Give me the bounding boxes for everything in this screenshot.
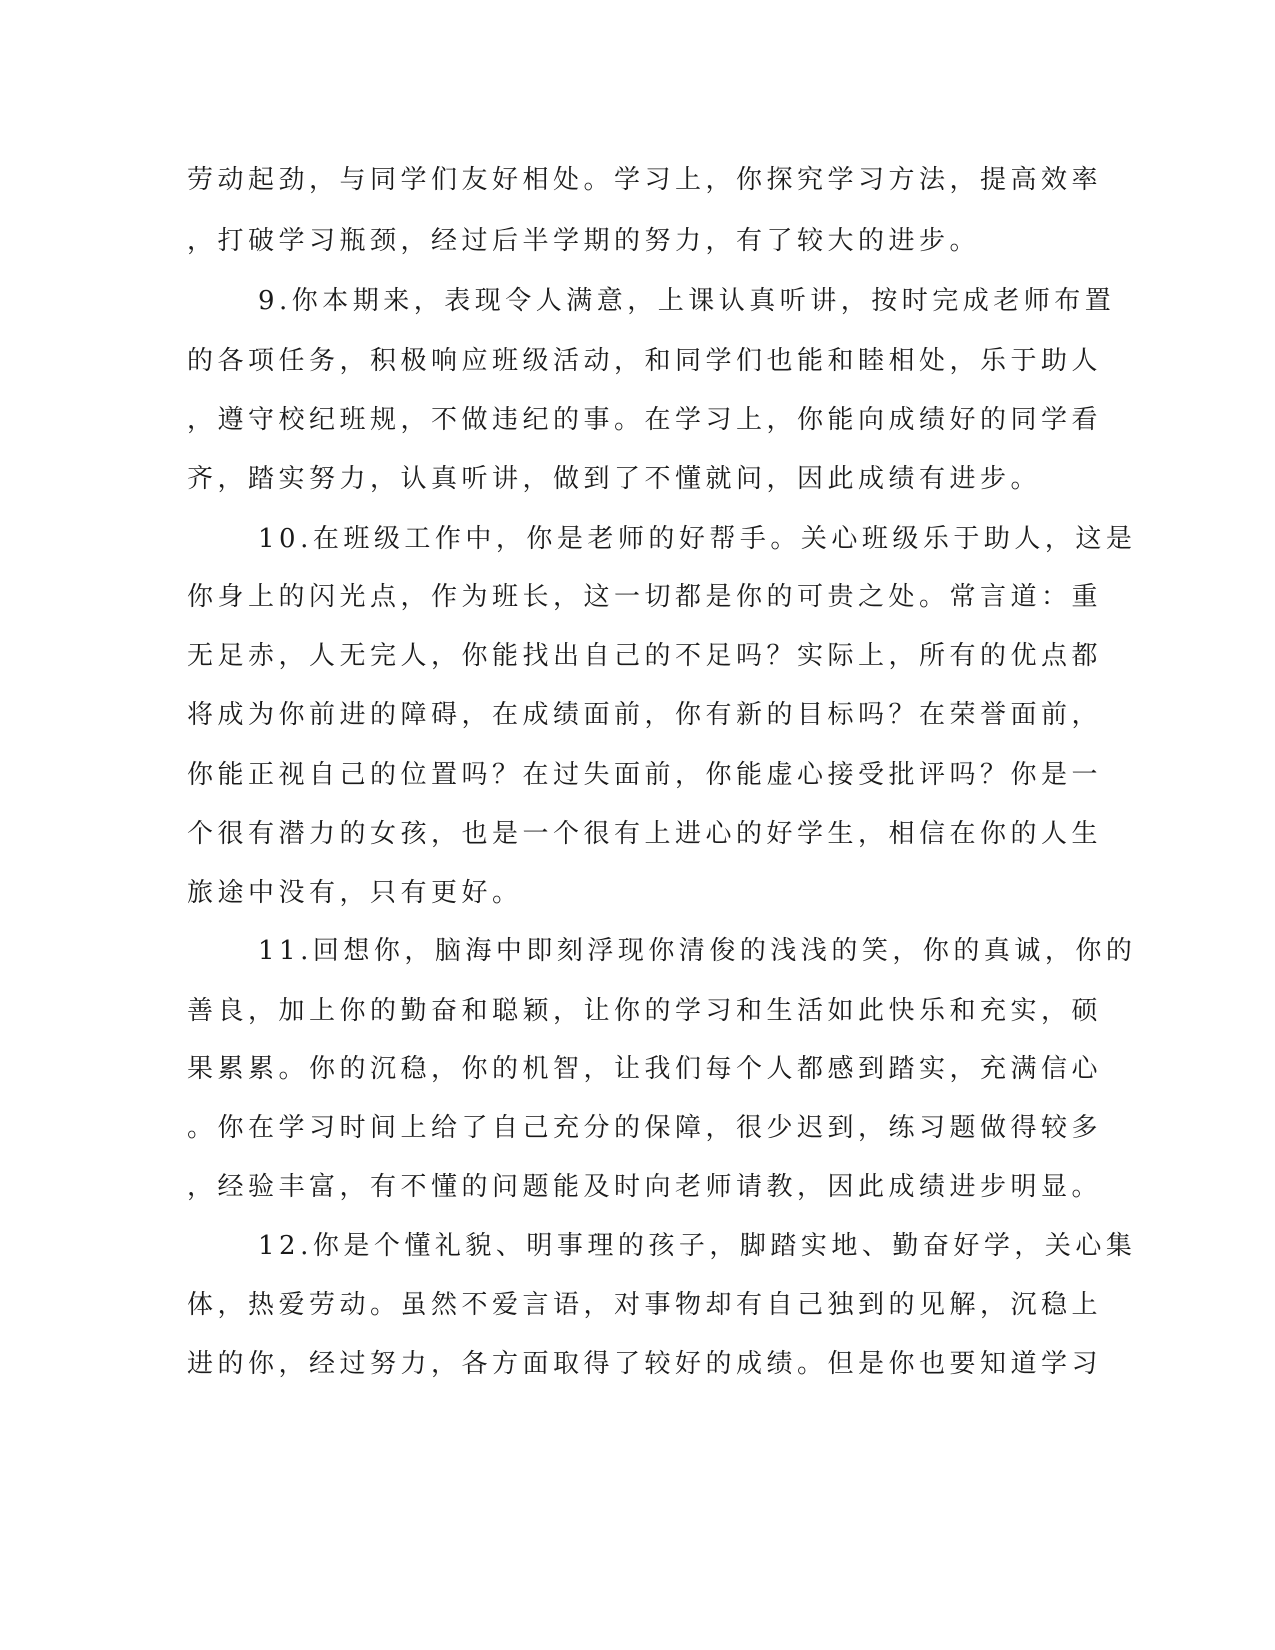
text-line: 你能正视自己的位置吗？在过失面前，你能虚心接受批评吗？你是一 (187, 760, 1103, 790)
paragraph-11-start: 11.回想你，脑海中即刻浮现你清俊的浅浅的笑，你的真诚，你的 (258, 936, 1137, 966)
text-line: 的各项任务，积极响应班级活动，和同学们也能和睦相处，乐于助人 (187, 346, 1103, 376)
text-line: 齐，踏实努力，认真听讲，做到了不懂就问，因此成绩有进步。 (187, 464, 1042, 494)
text-line: ，打破学习瓶颈，经过后半学期的努力，有了较大的进步。 (187, 226, 981, 256)
paragraph-10-start: 10.在班级工作中，你是老师的好帮手。关心班级乐于助人，这是 (258, 524, 1137, 554)
paragraph-9-start: 9.你本期来，表现令人满意，上课认真听讲，按时完成老师布置 (258, 286, 1116, 316)
text-line: 你身上的闪光点，作为班长，这一切都是你的可贵之处。常言道：重 (187, 582, 1103, 612)
text-line: ，经验丰富，有不懂的问题能及时向老师请教，因此成绩进步明显。 (187, 1172, 1103, 1202)
text-line: 将成为你前进的障碍，在成绩面前，你有新的目标吗？在荣誉面前， (187, 700, 1103, 730)
text-line: 劳动起劲，与同学们友好相处。学习上，你探究学习方法，提高效率 (187, 165, 1103, 195)
text-line: 果累累。你的沉稳，你的机智，让我们每个人都感到踏实，充满信心 (187, 1054, 1103, 1084)
text-line: 。你在学习时间上给了自己充分的保障，很少迟到，练习题做得较多 (187, 1113, 1103, 1143)
text-line: 体，热爱劳动。虽然不爱言语，对事物却有自己独到的见解，沉稳上 (187, 1290, 1103, 1320)
text-line: ，遵守校纪班规，不做违纪的事。在学习上，你能向成绩好的同学看 (187, 405, 1103, 435)
text-line: 进的你，经过努力，各方面取得了较好的成绩。但是你也要知道学习 (187, 1349, 1103, 1379)
text-line: 旅途中没有，只有更好。 (187, 878, 523, 908)
paragraph-12-start: 12.你是个懂礼貌、明事理的孩子，脚踏实地、勤奋好学，关心集 (258, 1231, 1137, 1261)
text-line: 善良，加上你的勤奋和聪颖，让你的学习和生活如此快乐和充实，硕 (187, 996, 1103, 1026)
text-line: 无足赤，人无完人，你能找出自己的不足吗？实际上，所有的优点都 (187, 641, 1103, 671)
text-line: 个很有潜力的女孩，也是一个很有上进心的好学生，相信在你的人生 (187, 819, 1103, 849)
